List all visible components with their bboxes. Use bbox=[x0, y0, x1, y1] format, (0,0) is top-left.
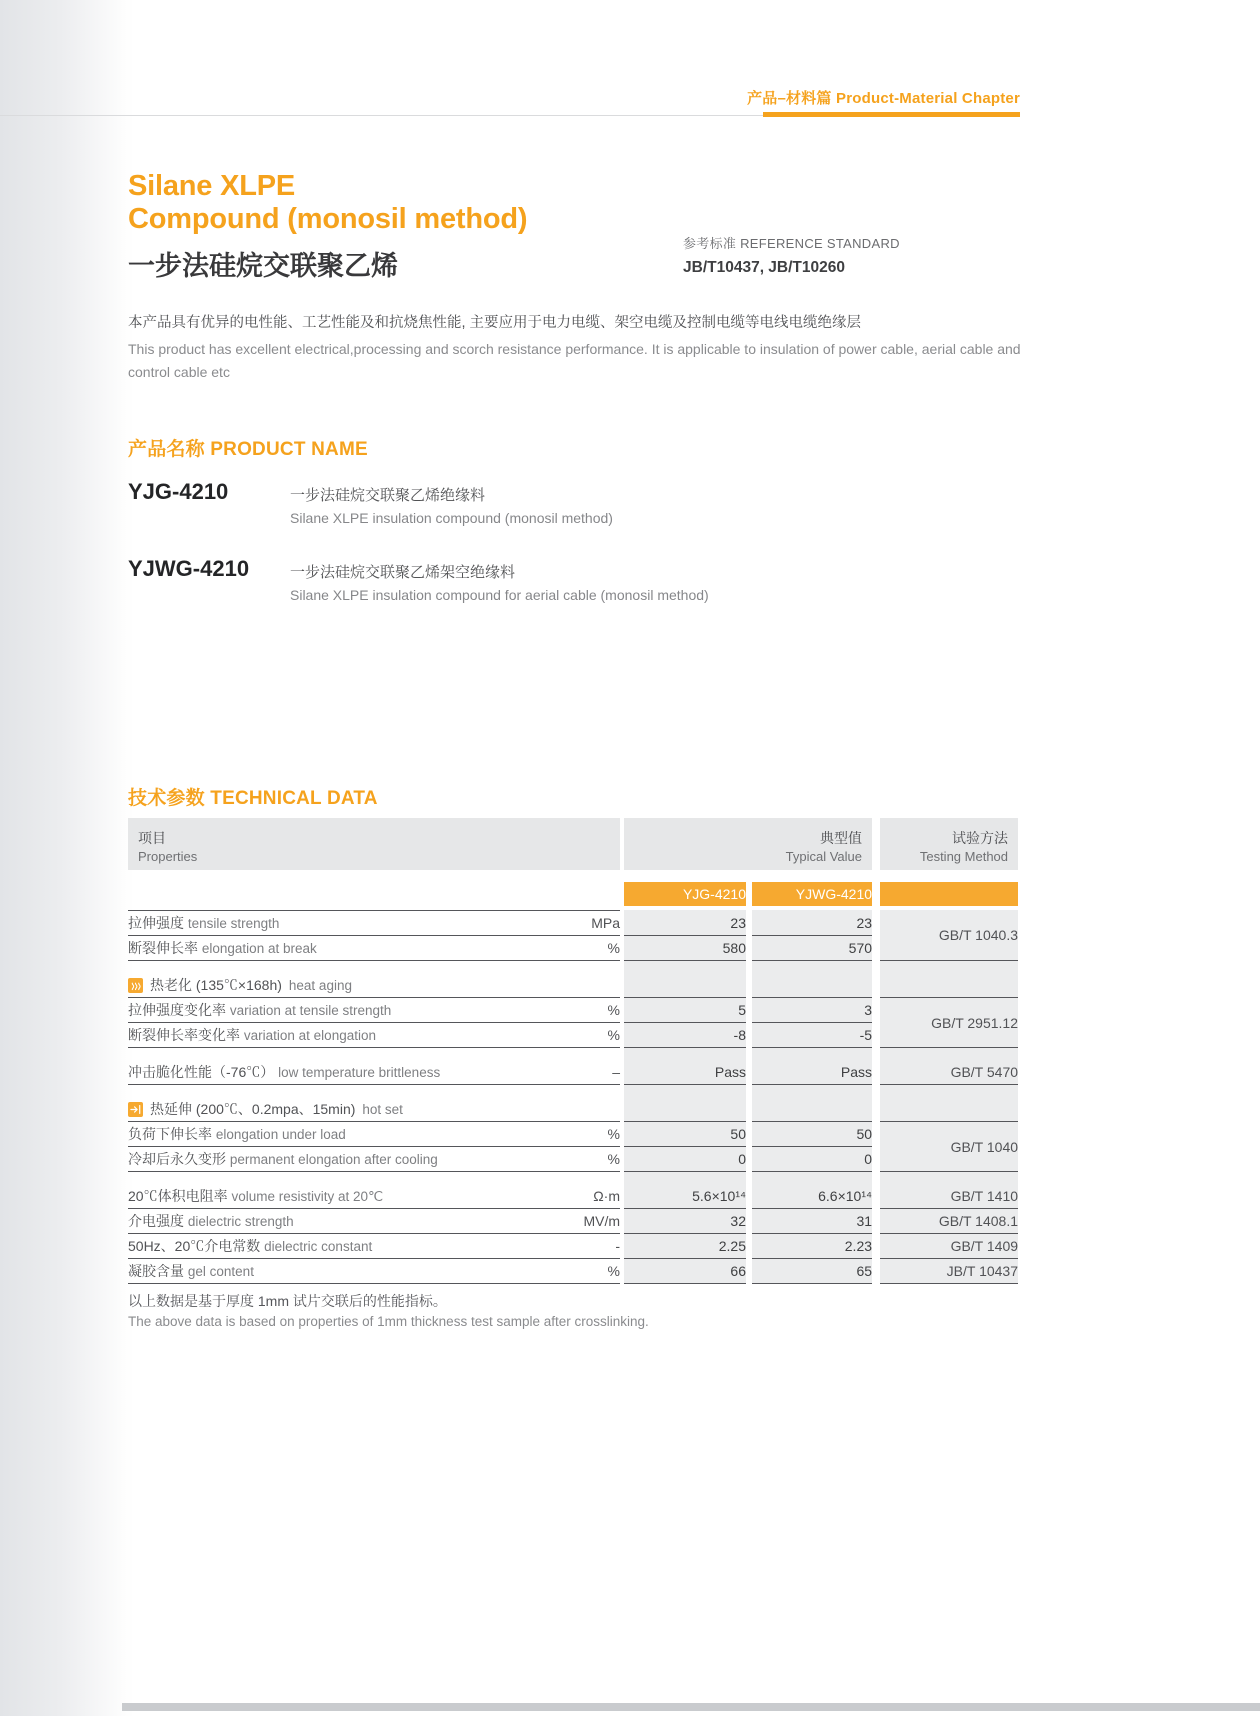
heat-aging-icon bbox=[128, 978, 143, 993]
value-yjg bbox=[624, 1097, 746, 1122]
reference-standard bbox=[683, 233, 900, 277]
property-label-zh: 断裂伸长率变化率 bbox=[128, 1027, 244, 1043]
property-label-en: dielectric constant bbox=[264, 1239, 373, 1254]
property-label-zh: 冷却后永久变形 bbox=[128, 1151, 230, 1167]
header-gap bbox=[872, 818, 880, 870]
value-yjwg: 31 bbox=[752, 1209, 872, 1234]
property-label bbox=[128, 910, 556, 936]
table-cell bbox=[872, 1060, 880, 1085]
value-yjwg: 3 bbox=[752, 998, 872, 1023]
value-yjg bbox=[624, 973, 746, 998]
value-strip bbox=[624, 961, 746, 973]
testing-method-cell: GB/T 5470 bbox=[880, 1060, 1018, 1085]
column-header-properties bbox=[128, 818, 620, 870]
property-label-en: low temperature brittleness bbox=[278, 1065, 441, 1080]
table-gap-row bbox=[128, 961, 1018, 973]
table-row bbox=[128, 1234, 1018, 1259]
value-yjwg bbox=[752, 973, 872, 998]
value-yjg: 32 bbox=[624, 1209, 746, 1234]
value-yjwg bbox=[752, 1097, 872, 1122]
value-yjg: 5.6×10¹⁴ bbox=[624, 1184, 746, 1209]
property-label bbox=[128, 973, 620, 998]
value-yjwg: Pass bbox=[752, 1060, 872, 1085]
table-cell bbox=[872, 910, 880, 936]
section-heading-technical-data: 技术参数 TECHNICAL DATA bbox=[128, 788, 378, 809]
table-note-zh: 以上数据是基于厚度 1mm 试片交联后的性能指标。 bbox=[128, 1293, 447, 1309]
property-label bbox=[128, 1097, 620, 1122]
value-yjwg: 50 bbox=[752, 1122, 872, 1147]
hot-set-icon bbox=[128, 1102, 143, 1117]
page-title-en-line2: Compound (monosil method) bbox=[128, 203, 528, 235]
property-label bbox=[128, 1209, 556, 1234]
value-yjwg: -5 bbox=[752, 1023, 872, 1048]
table-cell bbox=[872, 1023, 880, 1048]
page-title-en-line1: Silane XLPE bbox=[128, 170, 296, 202]
property-label-en: dielectric strength bbox=[187, 1214, 294, 1229]
property-label-en: variation at elongation bbox=[243, 1028, 376, 1043]
table-cell bbox=[872, 1259, 880, 1284]
product-name-en-yjwg: Silane XLPE insulation compound for aerial cable (monosil method) bbox=[290, 587, 709, 603]
property-label bbox=[128, 998, 556, 1023]
value-yjg: 0 bbox=[624, 1147, 746, 1172]
value-strip bbox=[752, 1172, 872, 1184]
page-title-zh: 一步法硅烷交联聚乙烯 bbox=[128, 251, 398, 281]
column-header-typical-en: Typical Value bbox=[785, 849, 863, 864]
product-code-yjwg: YJWG-4210 bbox=[128, 556, 250, 581]
property-label-zh: 拉伸强度变化率 bbox=[128, 1002, 230, 1018]
unit-cell: % bbox=[556, 1023, 620, 1048]
table-cell bbox=[872, 973, 880, 998]
testing-method-cell bbox=[880, 1097, 1018, 1122]
value-yjg: 580 bbox=[624, 936, 746, 961]
property-label-en: elongation under load bbox=[215, 1127, 346, 1142]
value-strip bbox=[624, 1048, 746, 1060]
unit-cell: % bbox=[556, 1147, 620, 1172]
value-strip bbox=[624, 1085, 746, 1097]
unit-cell: – bbox=[556, 1060, 620, 1085]
property-label-en: elongation at break bbox=[201, 941, 317, 956]
method-strip bbox=[880, 1172, 1018, 1184]
column-header-typical-value bbox=[624, 818, 872, 870]
property-label-en: heat aging bbox=[288, 977, 352, 993]
value-strip bbox=[752, 1085, 872, 1097]
property-label bbox=[128, 1259, 556, 1284]
property-label-en: tensile strength bbox=[187, 916, 280, 931]
section-header bbox=[128, 1099, 620, 1119]
property-label-zh: 50Hz、20℃介电常数 bbox=[128, 1238, 265, 1254]
testing-method-cell: GB/T 1040.3 bbox=[880, 910, 1018, 961]
column-header-properties-zh: 项目 bbox=[138, 830, 166, 846]
left-gradient-strip bbox=[0, 0, 134, 1716]
table-row bbox=[128, 1184, 1018, 1209]
value-strip bbox=[752, 1048, 872, 1060]
value-strip bbox=[752, 961, 872, 973]
table-cell bbox=[872, 936, 880, 961]
table-row bbox=[128, 1060, 1018, 1085]
unit-cell: % bbox=[556, 936, 620, 961]
table-gap-row bbox=[128, 1085, 1018, 1097]
table-cell bbox=[872, 961, 880, 973]
grade-header-row bbox=[128, 882, 1018, 906]
value-yjwg: 2.23 bbox=[752, 1234, 872, 1259]
value-yjg: -8 bbox=[624, 1023, 746, 1048]
testing-method-cell: GB/T 1410 bbox=[880, 1184, 1018, 1209]
table-row bbox=[128, 1209, 1018, 1234]
table-row bbox=[128, 1259, 1018, 1284]
table-cell bbox=[872, 1147, 880, 1172]
property-label-zh: 凝胶含量 bbox=[128, 1263, 188, 1279]
value-yjg: 50 bbox=[624, 1122, 746, 1147]
product-description-zh: 本产品具有优异的电性能、工艺性能及和抗烧焦性能, 主要应用于电力电缆、架空电缆及控制电缆等电线电缆绝缘层 bbox=[128, 315, 862, 331]
property-label bbox=[128, 1184, 556, 1209]
column-header-typical-zh: 典型值 bbox=[820, 830, 863, 846]
page-title-en bbox=[128, 170, 527, 236]
bottom-bar bbox=[122, 1703, 1260, 1711]
column-header-testing-en: Testing Method bbox=[919, 849, 1009, 864]
property-label-zh: 20℃体积电阻率 bbox=[128, 1188, 232, 1204]
spacer-row bbox=[128, 870, 1018, 882]
table-row bbox=[128, 1122, 1018, 1147]
value-yjwg: 23 bbox=[752, 910, 872, 936]
table-note-en: The above data is based on properties of 1mm thickness test sample after crosslinking. bbox=[128, 1314, 649, 1329]
property-label-zh: 冲击脆化性能（-76℃） bbox=[128, 1064, 279, 1080]
unit-cell: Ω·m bbox=[556, 1184, 620, 1209]
method-strip bbox=[880, 1048, 1018, 1060]
header-rule-accent bbox=[763, 112, 1020, 117]
unit-cell: - bbox=[556, 1234, 620, 1259]
technical-table-wrapper bbox=[128, 818, 1018, 1284]
property-label bbox=[128, 1122, 556, 1147]
table-section-header-row bbox=[128, 973, 1018, 998]
table-cell bbox=[872, 1048, 880, 1060]
property-label-en: gel content bbox=[187, 1264, 254, 1279]
property-label bbox=[128, 1234, 556, 1259]
header-rule bbox=[0, 115, 763, 116]
table-cell bbox=[872, 1234, 880, 1259]
value-yjwg: 65 bbox=[752, 1259, 872, 1284]
property-label bbox=[128, 1060, 556, 1085]
testing-method-cell: GB/T 1409 bbox=[880, 1234, 1018, 1259]
unit-cell: % bbox=[556, 1122, 620, 1147]
table-section-header-row bbox=[128, 1097, 1018, 1122]
table-cell bbox=[872, 1097, 880, 1122]
property-label-zh: 拉伸强度 bbox=[128, 915, 188, 931]
chapter-label: 产品–材料篇 Product-Material Chapter bbox=[747, 90, 1020, 107]
value-yjg: 66 bbox=[624, 1259, 746, 1284]
unit-cell: MPa bbox=[556, 910, 620, 936]
table-cell bbox=[872, 1209, 880, 1234]
table-cell bbox=[872, 998, 880, 1023]
table-gap-row bbox=[128, 1048, 1018, 1060]
value-yjg: Pass bbox=[624, 1060, 746, 1085]
value-yjg: 23 bbox=[624, 910, 746, 936]
testing-method-cell bbox=[880, 973, 1018, 998]
product-name-zh-yjwg: 一步法硅烷交联聚乙烯架空绝缘料 bbox=[290, 564, 516, 581]
value-yjg: 5 bbox=[624, 998, 746, 1023]
table-cell bbox=[872, 1184, 880, 1209]
gap-left bbox=[128, 1048, 620, 1060]
property-label-zh: 介电强度 bbox=[128, 1213, 188, 1229]
value-yjwg: 0 bbox=[752, 1147, 872, 1172]
property-label-en: permanent elongation after cooling bbox=[229, 1152, 438, 1167]
value-yjwg: 570 bbox=[752, 936, 872, 961]
reference-standard-label: 参考标准 REFERENCE STANDARD bbox=[683, 236, 900, 251]
value-yjwg: 6.6×10¹⁴ bbox=[752, 1184, 872, 1209]
testing-method-cell: GB/T 1040 bbox=[880, 1122, 1018, 1172]
table-cell bbox=[872, 1122, 880, 1147]
gap-left bbox=[128, 961, 620, 973]
value-yjg: 2.25 bbox=[624, 1234, 746, 1259]
property-label bbox=[128, 1023, 556, 1048]
table-cell bbox=[872, 1172, 880, 1184]
grade-badge-yjg: YJG-4210 bbox=[624, 882, 746, 906]
product-code-yjg: YJG-4210 bbox=[128, 479, 229, 504]
unit-cell: % bbox=[556, 998, 620, 1023]
property-label-en: hot set bbox=[362, 1101, 403, 1117]
table-row bbox=[128, 910, 1018, 936]
column-header-testing-zh: 试验方法 bbox=[952, 830, 1009, 846]
method-strip bbox=[880, 1085, 1018, 1097]
reference-standard-value: JB/T10437, JB/T10260 bbox=[683, 259, 845, 276]
unit-cell: MV/m bbox=[556, 1209, 620, 1234]
testing-method-cell: JB/T 10437 bbox=[880, 1259, 1018, 1284]
section-header bbox=[128, 975, 620, 995]
gap-left bbox=[128, 1172, 620, 1184]
property-label-zh: 热老化 (135℃×168h) bbox=[150, 977, 282, 993]
column-header-testing-method bbox=[880, 818, 1018, 870]
section-heading-product-name: 产品名称 PRODUCT NAME bbox=[128, 439, 368, 460]
property-label bbox=[128, 936, 556, 961]
technical-table bbox=[128, 818, 1018, 1284]
table-header-row bbox=[128, 818, 1018, 870]
grade-badge-empty bbox=[880, 882, 1018, 906]
grade-badge-yjwg: YJWG-4210 bbox=[752, 882, 872, 906]
table-cell bbox=[872, 1085, 880, 1097]
property-label bbox=[128, 1147, 556, 1172]
property-label-zh: 断裂伸长率 bbox=[128, 940, 202, 956]
method-strip bbox=[880, 961, 1018, 973]
product-name-zh-yjg: 一步法硅烷交联聚乙烯绝缘料 bbox=[290, 487, 486, 504]
gap-left bbox=[128, 1085, 620, 1097]
unit-cell: % bbox=[556, 1259, 620, 1284]
table-gap-row bbox=[128, 1172, 1018, 1184]
property-label-zh: 热延伸 (200℃、0.2mpa、15min) bbox=[150, 1101, 356, 1117]
product-name-en-yjg: Silane XLPE insulation compound (monosil method) bbox=[290, 510, 613, 526]
testing-method-cell: GB/T 2951.12 bbox=[880, 998, 1018, 1048]
product-description-en: This product has excellent electrical,processing and scorch resistance performance. It is applicable to insulation of power cable, aerial cable and control cable etc bbox=[128, 341, 1021, 380]
property-label-zh: 负荷下伸长率 bbox=[128, 1126, 216, 1142]
property-label-en: volume resistivity at 20℃ bbox=[231, 1189, 384, 1204]
value-strip bbox=[624, 1172, 746, 1184]
table-row bbox=[128, 998, 1018, 1023]
testing-method-cell: GB/T 1408.1 bbox=[880, 1209, 1018, 1234]
column-header-properties-en: Properties bbox=[138, 849, 198, 864]
property-label-en: variation at tensile strength bbox=[229, 1003, 392, 1018]
